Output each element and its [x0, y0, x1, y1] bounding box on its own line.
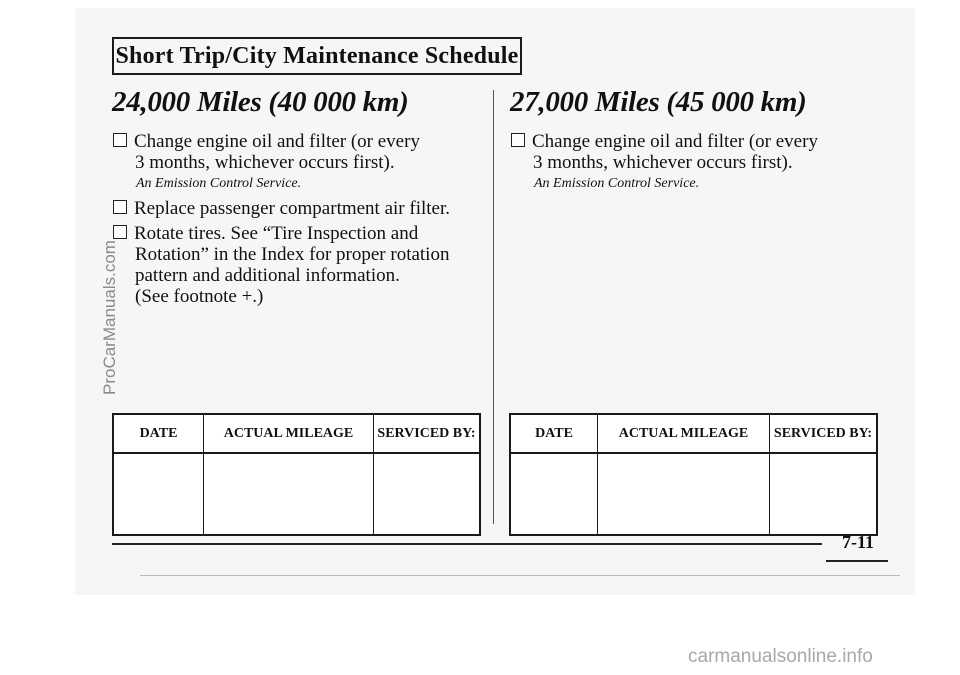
left-item-oil — [113, 131, 420, 173]
table-header-date: DATE — [510, 414, 598, 453]
checkbox-icon[interactable] — [113, 133, 127, 147]
right-item-oil-line2: 3 months, whichever occurs first). — [533, 152, 793, 173]
left-item-air-filter — [113, 198, 450, 219]
left-item-rotate-line4: (See footnote +.) — [135, 286, 264, 307]
left-item-oil-line1: Change engine oil and filter (or every — [134, 131, 420, 152]
serviced-by-cell[interactable] — [770, 453, 878, 535]
right-heading: 27,000 Miles (45 000 km) — [510, 86, 807, 118]
column-divider — [493, 90, 494, 524]
right-item-oil-note: An Emission Control Service. — [534, 176, 700, 191]
left-item-rotate — [113, 223, 449, 307]
footer-rule — [112, 543, 822, 545]
date-cell[interactable] — [113, 453, 204, 535]
page-number: 7-11 — [842, 532, 875, 552]
checkbox-icon[interactable] — [113, 225, 127, 239]
table-header-serviced-by: SERVICED BY: — [374, 414, 481, 453]
footer-rule-short — [826, 560, 888, 562]
left-item-rotate-line2: Rotation” in the Index for proper rotation — [135, 244, 450, 265]
left-item-oil-note: An Emission Control Service. — [136, 176, 302, 191]
checkbox-icon[interactable] — [511, 133, 525, 147]
left-heading: 24,000 Miles (40 000 km) — [112, 86, 409, 118]
table-header-mileage: ACTUAL MILEAGE — [598, 414, 770, 453]
table-header-date: DATE — [113, 414, 204, 453]
page-bottom-shadow — [140, 575, 900, 576]
serviced-by-cell[interactable] — [374, 453, 481, 535]
table-header-serviced-by: SERVICED BY: — [770, 414, 878, 453]
right-item-oil-line1: Change engine oil and filter (or every — [532, 131, 818, 152]
page-title: Short Trip/City Maintenance Schedule — [112, 37, 522, 75]
left-service-log-table — [112, 413, 481, 536]
mileage-cell[interactable] — [598, 453, 770, 535]
site-footer: carmanualsonline.info — [688, 646, 873, 667]
left-item-oil-line2: 3 months, whichever occurs first). — [135, 152, 395, 173]
left-item-rotate-line1: Rotate tires. See “Tire Inspection and — [134, 223, 419, 244]
right-service-log-table — [509, 413, 878, 536]
mileage-cell[interactable] — [204, 453, 374, 535]
table-header-mileage: ACTUAL MILEAGE — [204, 414, 374, 453]
checkbox-icon[interactable] — [113, 200, 127, 214]
watermark: ProCarManuals.com — [100, 240, 119, 395]
left-item-rotate-line3: pattern and additional information. — [135, 265, 400, 286]
date-cell[interactable] — [510, 453, 598, 535]
left-item-air-filter-line1: Replace passenger compartment air filter. — [134, 198, 451, 219]
right-item-oil — [511, 131, 818, 173]
